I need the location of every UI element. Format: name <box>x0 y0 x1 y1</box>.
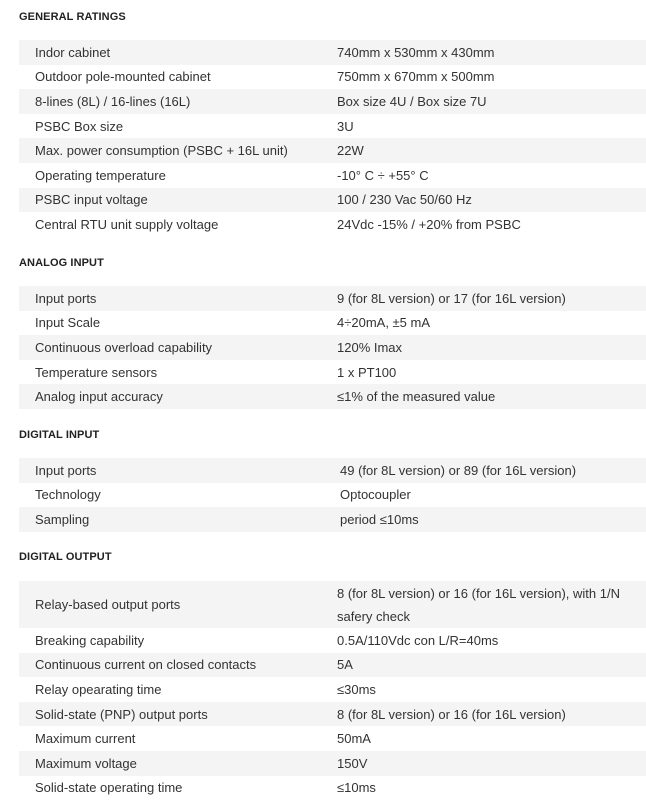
spec-value: 1 x PT100 <box>337 360 646 385</box>
table-row <box>19 65 646 90</box>
analog-input-table <box>19 286 646 409</box>
table-row <box>19 335 646 360</box>
table-row <box>19 751 646 776</box>
spec-value: 100 / 230 Vac 50/60 Hz <box>337 188 646 213</box>
spec-value: 3U <box>337 114 646 139</box>
table-row <box>19 138 646 163</box>
spec-label: Analog input accuracy <box>19 384 337 409</box>
spec-value: 24Vdc -15% / +20% from PSBC <box>337 212 646 237</box>
spec-label: Maximum voltage <box>19 751 337 776</box>
table-row <box>19 212 646 237</box>
spec-value: Box size 4U / Box size 7U <box>337 89 646 114</box>
spec-value: 0.5A/110Vdc con L/R=40ms <box>337 628 646 653</box>
spec-value: -10° C ÷ +55° C <box>337 163 646 188</box>
digital-input-table <box>19 458 646 532</box>
spec-label: Continuous current on closed contacts <box>19 653 337 678</box>
table-row <box>19 507 646 532</box>
spec-value: 120% Imax <box>337 335 646 360</box>
spec-label: Outdoor pole-mounted cabinet <box>19 65 337 90</box>
table-row <box>19 311 646 336</box>
spec-label: 8-lines (8L) / 16-lines (16L) <box>19 89 337 114</box>
spec-label: Sampling <box>19 507 340 532</box>
table-row <box>19 628 646 653</box>
table-row <box>19 89 646 114</box>
table-row <box>19 163 646 188</box>
spec-label: Max. power consumption (PSBC + 16L unit) <box>19 138 337 163</box>
section-heading-analog-input: ANALOG INPUT <box>19 257 104 269</box>
table-row <box>19 114 646 139</box>
spec-label: Operating temperature <box>19 163 337 188</box>
table-row <box>19 40 646 65</box>
spec-label: Relay opearating time <box>19 677 337 702</box>
table-row <box>19 483 646 508</box>
table-row <box>19 458 646 483</box>
spec-label: Breaking capability <box>19 628 337 653</box>
spec-value: 8 (for 8L version) or 16 (for 16L version), with 1/N safery check <box>337 581 646 628</box>
table-row <box>19 384 646 409</box>
table-row <box>19 677 646 702</box>
spec-value: ≤1% of the measured value <box>337 384 646 409</box>
spec-value: 8 (for 8L version) or 16 (for 16L version) <box>337 702 646 727</box>
table-row <box>19 188 646 213</box>
spec-value: 49 (for 8L version) or 89 (for 16L version) <box>340 458 646 483</box>
spec-value: ≤30ms <box>337 677 646 702</box>
spec-label: Input ports <box>19 286 337 311</box>
spec-label: Temperature sensors <box>19 360 337 385</box>
table-row <box>19 653 646 678</box>
table-row <box>19 581 646 628</box>
spec-value: 5A <box>337 653 646 678</box>
general-ratings-table <box>19 40 646 237</box>
spec-label: Solid-state (PNP) output ports <box>19 702 337 727</box>
section-heading-digital-output: DIGITAL OUTPUT <box>19 551 112 563</box>
section-heading-digital-input: DIGITAL INPUT <box>19 429 100 441</box>
spec-label: Solid-state operating time <box>19 776 337 801</box>
spec-value: 9 (for 8L version) or 17 (for 16L version) <box>337 286 646 311</box>
spec-label: PSBC Box size <box>19 114 337 139</box>
table-row <box>19 776 646 801</box>
digital-output-table <box>19 581 646 800</box>
spec-label: Maximum current <box>19 726 337 751</box>
spec-value: 50mA <box>337 726 646 751</box>
spec-value: 22W <box>337 138 646 163</box>
spec-label: Input ports <box>19 458 340 483</box>
spec-label: Continuous overload capability <box>19 335 337 360</box>
spec-value: period ≤10ms <box>340 507 646 532</box>
spec-value: 750mm x 670mm x 500mm <box>337 65 646 90</box>
spec-value: 150V <box>337 751 646 776</box>
table-row <box>19 726 646 751</box>
spec-value: Optocoupler <box>340 483 646 508</box>
table-row <box>19 702 646 727</box>
spec-label: Input Scale <box>19 311 337 336</box>
spec-label: Technology <box>19 483 340 508</box>
spec-label: PSBC input voltage <box>19 188 337 213</box>
spec-value: ≤10ms <box>337 776 646 801</box>
spec-label: Relay-based output ports <box>19 581 337 628</box>
table-row <box>19 360 646 385</box>
section-heading-general-ratings: GENERAL RATINGS <box>19 11 126 23</box>
spec-label: Indor cabinet <box>19 40 337 65</box>
table-row <box>19 286 646 311</box>
spec-label: Central RTU unit supply voltage <box>19 212 337 237</box>
spec-value: 740mm x 530mm x 430mm <box>337 40 646 65</box>
spec-value: 4÷20mA, ±5 mA <box>337 311 646 336</box>
